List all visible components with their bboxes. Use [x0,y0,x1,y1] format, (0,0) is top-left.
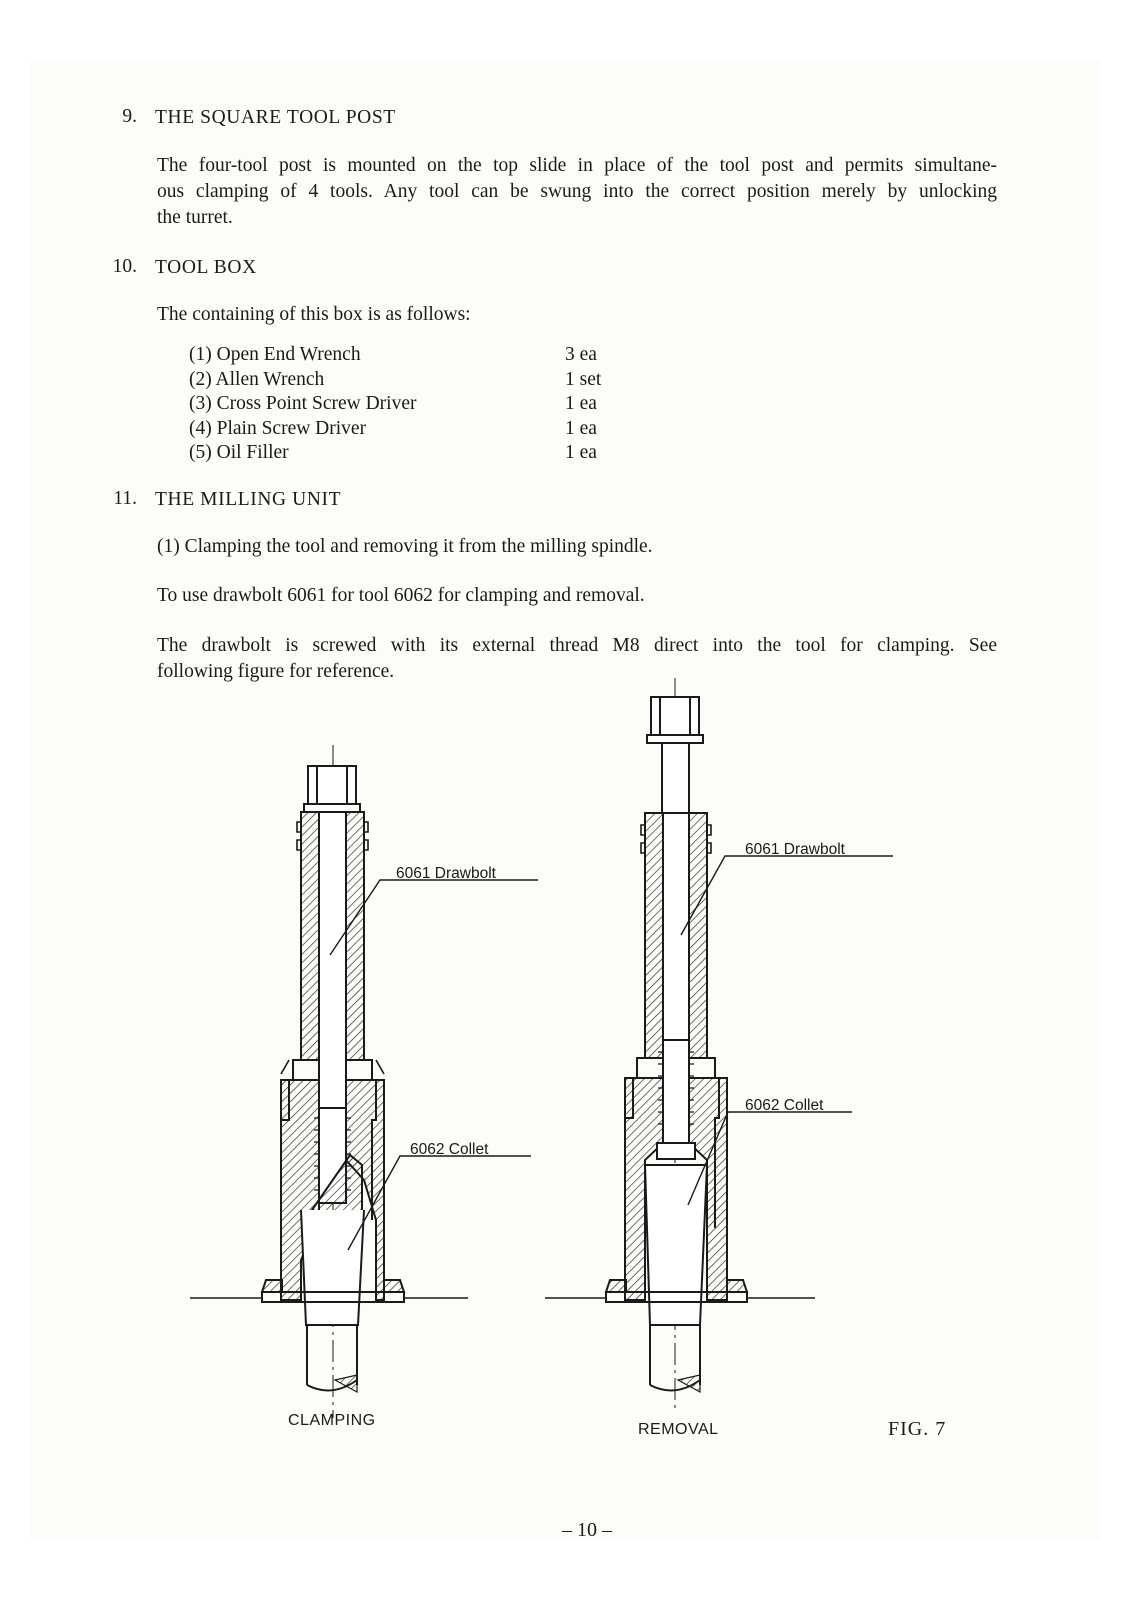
list-item-name: (5) Oil Filler [189,442,289,463]
section-11-number: 11. [113,488,137,509]
section-11-title: THE MILLING UNIT [155,489,342,510]
paragraph-line: following figure for reference. [157,661,395,682]
page-number: – 10 – [562,1519,612,1541]
list-item-qty: 1 set [565,369,602,390]
list-item-qty: 1 ea [565,442,597,463]
clamping-caption: CLAMPING [288,1412,376,1429]
list-item-qty: 1 ea [565,393,597,414]
removal-caption: REMOVAL [638,1421,719,1438]
figure-number: FIG. 7 [888,1418,947,1440]
list-item-qty: 3 ea [565,344,597,365]
section-10-title: TOOL BOX [155,257,257,278]
list-item-name: (1) Open End Wrench [189,344,361,365]
removal-assembly [545,678,815,1410]
section-9-title: THE SQUARE TOOL POST [155,107,396,128]
paragraph-line: The four-tool post is mounted on the top slide in place of the tool post and permits simultane- [157,155,997,176]
paragraph-line: ous clamping of 4 tools. Any tool can be swung into the correct position merely by unlocking [157,181,997,202]
section-10-number: 10. [112,256,137,277]
drawbolt-leader-line [681,856,893,935]
list-item-name: (3) Cross Point Screw Driver [189,393,417,414]
paragraph-line: The drawbolt is screwed with its external thread M8 direct into the tool for clamping. See [157,635,997,656]
section-10-intro: The containing of this box is as follows: [157,304,471,325]
removal-collet-label: 6062 Collet [745,1097,824,1114]
list-item-qty: 1 ea [565,418,597,439]
clamping-drawbolt-label: 6061 Drawbolt [396,865,496,882]
section-11-instruction: To use drawbolt 6061 for tool 6062 for clamping and removal. [157,585,645,606]
section-11-step-1: (1) Clamping the tool and removing it from the milling spindle. [157,536,653,557]
removal-drawbolt-label: 6061 Drawbolt [745,841,845,858]
list-item-name: (4) Plain Screw Driver [189,418,367,439]
section-9-number: 9. [122,106,137,127]
clamping-assembly [190,745,468,1418]
paragraph-line: the turret. [157,207,233,228]
list-item-name: (2) Allen Wrench [189,369,325,390]
clamping-collet-label: 6062 Collet [410,1141,489,1158]
